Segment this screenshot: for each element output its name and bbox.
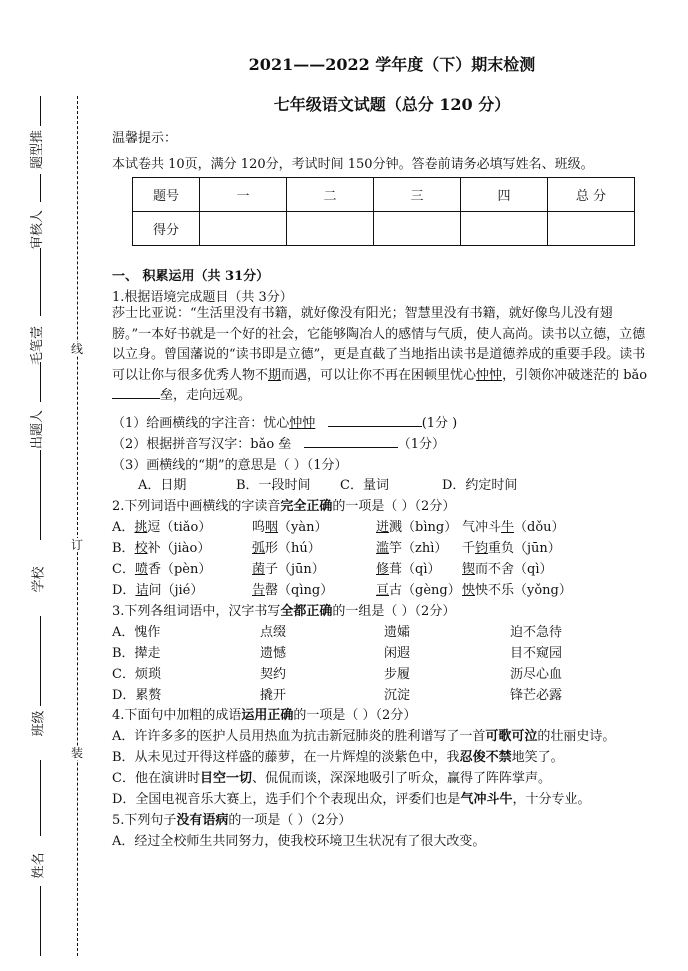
q1-sub1-text: （1）给画横线的字注音：忧心 [112, 416, 290, 431]
q5-stem-text: 的一项是（ ）（2分） [228, 813, 352, 828]
score-header-cell: 三 [374, 178, 461, 212]
q4-idiom: 忍俊不禁 [459, 750, 512, 765]
q2-underlined-char: 滥 [376, 541, 390, 556]
q2-word-part: 子（jūn） [265, 562, 325, 577]
score-row-label: 得分 [133, 212, 200, 246]
q5-stem-text: 5.下列句子 [112, 813, 177, 828]
q2-word [112, 537, 210, 556]
q2-word-part: B． [112, 541, 135, 556]
q4-stem-text: 的一项是（ ）（2分） [293, 708, 417, 723]
q5-stem [112, 809, 351, 828]
score-table-header-row [133, 178, 635, 212]
side-label-school: 学校 [31, 566, 47, 593]
q1-passage-text: ，引领你冲破迷茫的 bǎo [502, 367, 648, 383]
answer-blank[interactable] [304, 435, 398, 448]
q4-text: 、侃侃而谈，深深地吸引了听众，赢得了阵阵掌声。 [251, 771, 551, 786]
q2-underlined-char: 钧 [475, 541, 489, 556]
q2-word [112, 558, 211, 577]
notice-label: 温馨提示： [112, 131, 178, 146]
q4-option-d[interactable] [112, 788, 590, 807]
side-line [40, 616, 41, 706]
option-a[interactable]: A．日期 [138, 478, 187, 493]
q2-underlined-char: 告 [252, 583, 266, 598]
q2-word-part: 葺（qì） [389, 562, 441, 577]
q4-idiom: 气冲斗牛 [460, 792, 513, 807]
score-cell[interactable] [374, 212, 461, 246]
q2-word-part: 而不舍（qì） [475, 562, 553, 577]
side-line [40, 362, 41, 402]
option-b[interactable]: B．一段时间 [236, 478, 311, 493]
q3-word: 遗憾 [260, 646, 287, 661]
q3-stem-text: 3.下列各组词语中，汉字书写 [112, 604, 281, 619]
q1-sub2-text: （2）根据拼音写汉字：bǎo 垒 [112, 437, 292, 452]
q2-word [462, 558, 553, 577]
q5-stem-bold: 没有语病 [176, 813, 229, 828]
q2-word-part: C． [112, 562, 135, 577]
notice-text: 本试卷共 10页，满分 120分，考试时间 150分钟。答卷前请务必填写姓名、班级。 [112, 157, 594, 172]
q3-word: 目不窥园 [510, 646, 563, 661]
seal-char-bind: 订 [71, 538, 84, 552]
q3-word: C．烦琐 [112, 667, 161, 682]
q2-word-part: 罄（qìng） [265, 583, 334, 598]
q4-stem-bold: 运用正确 [241, 708, 294, 723]
q2-word [376, 558, 441, 577]
side-line [40, 96, 41, 126]
q2-word [376, 537, 447, 556]
q2-word [376, 579, 461, 598]
exam-subtitle: 七年级语文试题（总分 120 分） [273, 95, 511, 114]
score-cell[interactable] [287, 212, 374, 246]
q2-stem-text: 2.下列词语中画横线的字读音 [112, 499, 281, 514]
q2-word [462, 537, 561, 556]
side-label-author: 出题人 [30, 409, 46, 450]
q2-word [252, 537, 321, 556]
q2-word-part: 香（pèn） [147, 562, 212, 577]
q2-word [252, 516, 328, 535]
q2-word-part: 溅（bìng） [389, 520, 458, 535]
q2-word-part: 竽（zhì） [389, 541, 448, 556]
q1-sub2-score: （1分） [397, 437, 445, 452]
q2-underlined-char: 牛 [501, 520, 515, 535]
q3-word: 沥尽心血 [510, 667, 563, 682]
q2-underlined-char: 迸 [376, 520, 390, 535]
q2-underlined-char: 挑 [134, 520, 148, 535]
q2-underlined-char: 菌 [252, 562, 266, 577]
q4-text: 的壮丽史诗。 [537, 729, 616, 744]
score-header-cell: 一 [200, 178, 287, 212]
q3-word: D．累赘 [112, 688, 162, 703]
q2-word-part: A． [112, 520, 135, 535]
exam-title: 2021——2022 学年度（下）期末检测 [248, 55, 536, 74]
side-label-class: 班级 [31, 710, 47, 737]
q3-word: A．愧作 [112, 625, 161, 640]
q2-word-part: D． [112, 583, 136, 598]
option-d[interactable]: D．约定时间 [442, 478, 518, 493]
side-line [40, 450, 41, 540]
q4-stem-text: 4.下面句中加粗的成语 [112, 708, 242, 723]
q2-underlined-char: 弧 [252, 541, 266, 556]
q1-sub1-underlined: 忡忡 [289, 416, 316, 431]
q4-text: D．全国电视音乐大赛上，选手们个个表现出众，评委们也是 [112, 792, 461, 807]
q4-text: B．从未见过开得这样盛的藤萝，在一片辉煌的淡紫色中，我 [112, 750, 460, 765]
q4-text: C．他在演讲时 [112, 771, 200, 786]
score-cell[interactable] [461, 212, 548, 246]
side-label-reviewer: 审核人 [30, 209, 46, 250]
q4-option-b[interactable] [112, 746, 564, 765]
score-header-cell: 二 [287, 178, 374, 212]
q3-word: 闲遐 [384, 646, 411, 661]
answer-blank[interactable] [328, 414, 422, 427]
q3-stem-text: 的一组是（ ）（2分） [332, 604, 456, 619]
q2-underlined-char: 咽 [265, 520, 279, 535]
side-label-subject: 题型推 [30, 129, 46, 170]
q2-underlined-char: 修 [376, 562, 390, 577]
q3-word: 沉淀 [384, 688, 411, 703]
q2-word-part: 补（jiào） [147, 541, 211, 556]
q2-word-part: 古（gèng） [389, 583, 461, 598]
q4-idiom: 目空一切 [199, 771, 252, 786]
q2-word-part: 逗（tiǎo） [147, 520, 212, 535]
q2-underlined-char: 喷 [134, 562, 148, 577]
score-header-cell: 题号 [133, 178, 200, 212]
side-label-writer: 毛笔壹 [30, 325, 46, 366]
q4-text: 地笑了。 [511, 750, 564, 765]
binding-dashed-line [77, 96, 78, 956]
q4-text: ，十分专业。 [512, 792, 591, 807]
answer-blank[interactable] [112, 386, 160, 399]
q1-sub2 [112, 433, 445, 452]
q1-passage [112, 304, 650, 407]
binding-margin [0, 0, 110, 971]
q2-underlined-char: 锲 [462, 562, 476, 577]
q2-word [376, 516, 457, 535]
section-title: 一、 积累运用（共 31分） [112, 269, 270, 284]
q2-word [462, 516, 565, 535]
q2-underlined-char: 怏 [462, 583, 476, 598]
side-label-name: 姓名 [31, 852, 47, 879]
q3-word: 撬开 [260, 688, 287, 703]
q2-word [252, 558, 325, 577]
q2-underlined-char: 校 [134, 541, 148, 556]
q1-sub3: （3）画横线的“期”的意思是（ ）（1分） [112, 458, 348, 473]
q2-word-part: 问（jié） [148, 583, 204, 598]
score-header-cell: 四 [461, 178, 548, 212]
q4-option-c[interactable] [112, 767, 551, 786]
q2-word [462, 579, 572, 598]
side-line [40, 174, 41, 202]
q3-word: 迫不急待 [510, 625, 563, 640]
side-line [40, 248, 41, 316]
q1-passage-text: 而遇，可以让你不再在困顿里忧心 [281, 367, 477, 383]
seal-char-line: 线 [71, 342, 84, 356]
q3-word: 锋芒必露 [510, 688, 563, 703]
q2-underlined-char: 亘 [376, 583, 390, 598]
q1-stem: 1.根据语境完成题目（共 3分） [112, 290, 293, 305]
q5-option-a[interactable]: A．经过全校师生共同努力，使我校环境卫生状况有了很大改变。 [112, 834, 486, 849]
q4-stem [112, 704, 416, 723]
q3-stem [112, 600, 455, 619]
q3-word: 遗孀 [384, 625, 411, 640]
side-line [40, 760, 41, 836]
q4-option-a[interactable] [112, 725, 615, 744]
q2-word-part: 形（hú） [265, 541, 321, 556]
score-table [132, 177, 635, 246]
option-c[interactable]: C．量词 [340, 478, 389, 493]
q2-word-part: （dǒu） [514, 520, 565, 535]
q1-sub1-score: (1分 ) [421, 416, 458, 431]
q2-underlined-char: 诘 [135, 583, 149, 598]
seal-char-fold: 装 [71, 746, 84, 760]
q2-word [112, 516, 211, 535]
q2-word-part: 千 [462, 541, 476, 556]
score-table-score-row [133, 212, 635, 246]
q1-underlined-chong: 忡忡 [476, 367, 503, 383]
q1-passage-text: 莎士比亚说：“生活里没有书籍，就好像没有阳光；智慧里没有书籍，就好像鸟儿没有翅膀。”一本好书就是一个好的社会，它能够陶冶人的感情与气质，使人高尚。读书以立德，立德以立身。曾国藩说的“读书即是立德”，更是直截了当地指出读书是道德养成的重要手段。读书可以让你与很多优秀人物不 [112, 306, 646, 383]
q3-word: B．撵走 [112, 646, 161, 661]
q1-passage-text: 垒，走向远观。 [160, 388, 252, 403]
q4-idiom: 可歌可泣 [485, 729, 538, 744]
side-line [40, 886, 41, 956]
q4-text: A．许许多多的医护人员用热血为抗击新冠肺炎的胜利谱写了一首 [112, 729, 486, 744]
q2-word-part: 重负（jūn） [488, 541, 561, 556]
q3-word: 契约 [260, 667, 287, 682]
q1-underlined-qi: 期 [268, 367, 282, 383]
score-cell[interactable] [548, 212, 635, 246]
q2-word [252, 579, 333, 598]
q1-sub1 [112, 412, 457, 431]
q2-word-part: 呜 [252, 520, 266, 535]
q2-stem-text: 的一项是（ ）（2分） [332, 499, 456, 514]
q3-word: 点缀 [260, 625, 287, 640]
q2-word-part: 气冲斗 [462, 520, 502, 535]
q3-stem-bold: 全都正确 [280, 604, 333, 619]
q2-word-part: 怏不乐（yǒng） [475, 583, 572, 598]
q2-word [112, 579, 203, 598]
q3-word: 步履 [384, 667, 411, 682]
score-header-cell: 总 分 [548, 178, 635, 212]
score-cell[interactable] [200, 212, 287, 246]
q2-stem-bold: 完全正确 [280, 499, 333, 514]
q2-word-part: （yàn） [278, 520, 328, 535]
q2-stem [112, 495, 455, 514]
